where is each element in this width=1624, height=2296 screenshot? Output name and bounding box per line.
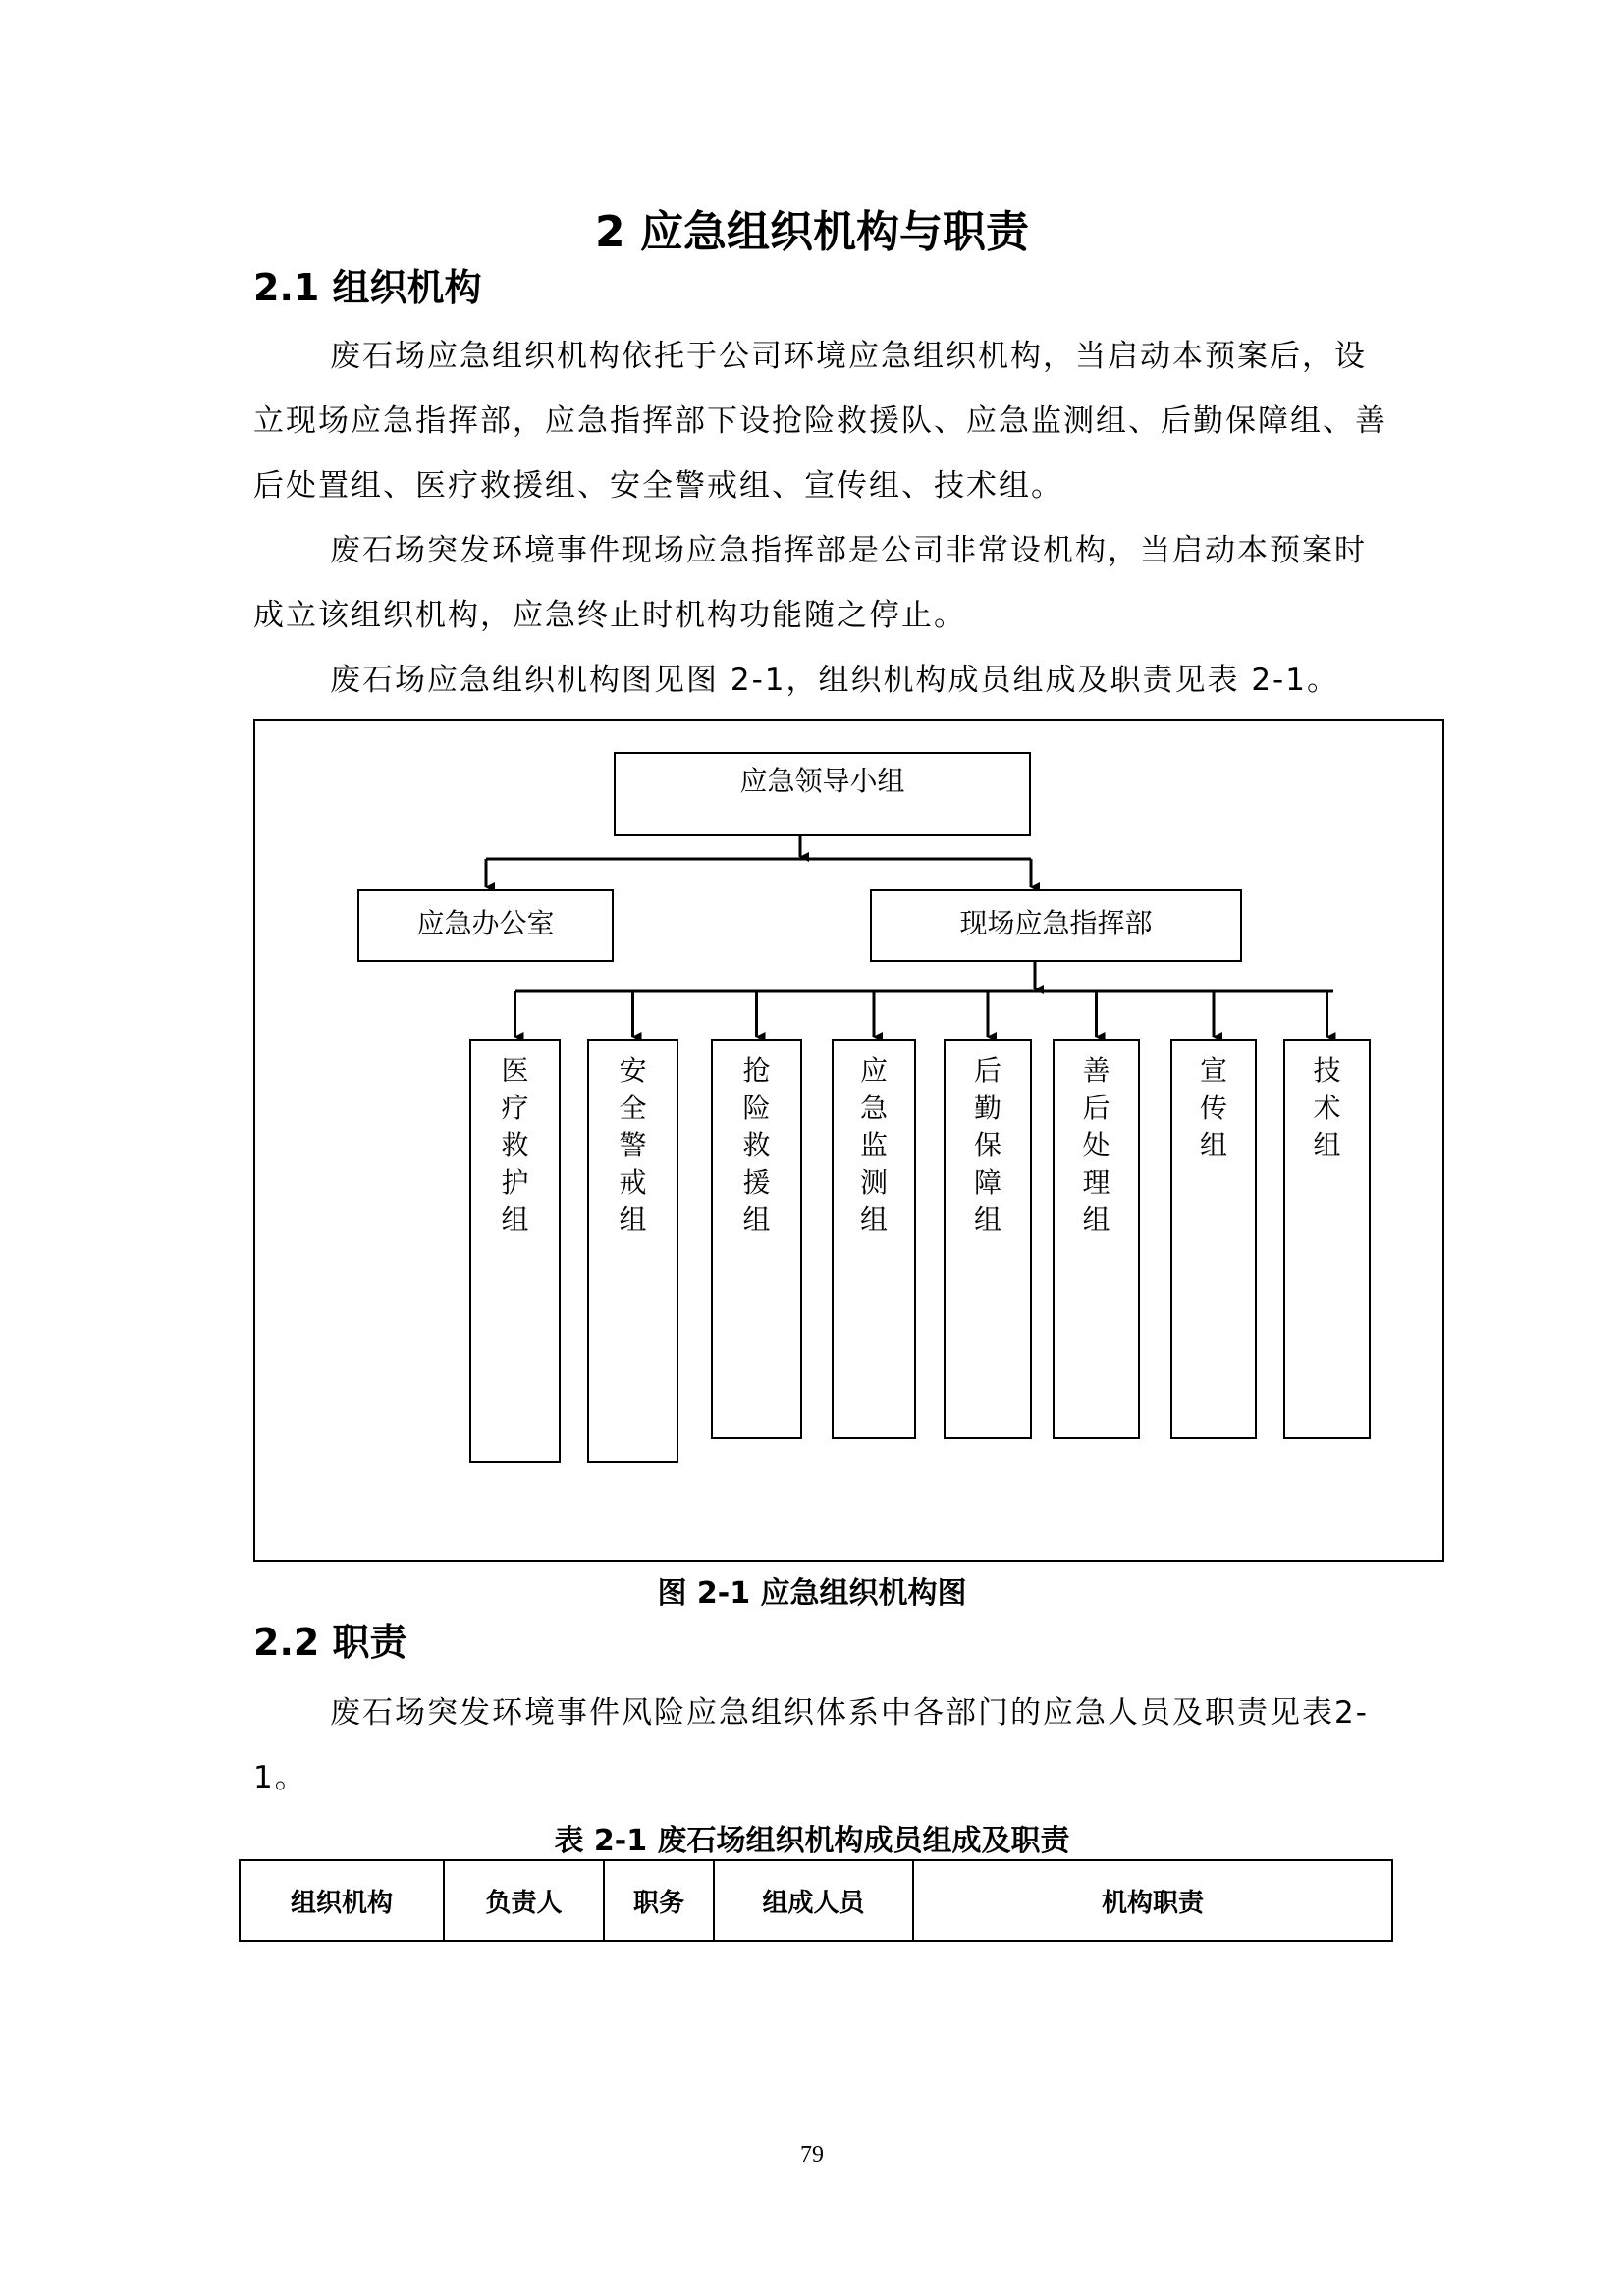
org-node-group bbox=[711, 1039, 802, 1439]
table-header-position: 职务 bbox=[604, 1860, 714, 1941]
org-node-group bbox=[832, 1039, 916, 1439]
org-node-group-label: 宣 传 组 bbox=[1199, 1054, 1227, 1161]
members-table bbox=[239, 1859, 1393, 1942]
paragraph-4-text: 废石场突发环境事件风险应急组织体系中各部门的应急人员及职责见表2-1。 bbox=[253, 1695, 1369, 1795]
org-node-group bbox=[944, 1039, 1032, 1439]
table-header-row bbox=[240, 1860, 1392, 1941]
page-number: 79 bbox=[800, 2142, 824, 2167]
org-node-field-command: 现场应急指挥部 bbox=[870, 889, 1242, 962]
chapter-title: 2 应急组织机构与职责 bbox=[595, 207, 1029, 257]
org-node-group-label: 后 勤 保 障 组 bbox=[973, 1054, 1001, 1236]
table-header-org: 组织机构 bbox=[240, 1860, 444, 1941]
org-node-group-label: 安 全 警 戒 组 bbox=[619, 1054, 647, 1236]
org-node-group bbox=[469, 1039, 561, 1463]
table-header-members: 组成人员 bbox=[714, 1860, 913, 1941]
org-node-group-label: 应 急 监 测 组 bbox=[859, 1054, 888, 1236]
org-node-leadership-group: 应急领导小组 bbox=[614, 752, 1031, 836]
org-node-group-label: 技 术 组 bbox=[1313, 1054, 1341, 1161]
org-node-group bbox=[1053, 1039, 1140, 1439]
paragraph-4 bbox=[253, 1681, 1392, 1810]
org-node-group bbox=[587, 1039, 678, 1463]
org-node-group-label: 医 疗 救 护 组 bbox=[501, 1054, 529, 1236]
org-node-emergency-office: 应急办公室 bbox=[357, 889, 614, 962]
paragraph-3-text: 废石场应急组织机构图见图 2-1，组织机构成员组成及职责见表 2-1。 bbox=[330, 663, 1339, 698]
paragraph-2-text: 废石场突发环境事件现场应急指挥部是公司非常设机构，当启动本预案时成立该组织机构，应急终止时机构功能随之停止。 bbox=[253, 533, 1367, 633]
figure-caption: 图 2-1 应急组织机构图 bbox=[657, 1576, 967, 1611]
table-caption: 表 2-1 废石场组织机构成员组成及职责 bbox=[554, 1824, 1070, 1858]
org-node-group bbox=[1283, 1039, 1371, 1439]
section-heading-2-1: 2.1 组织机构 bbox=[253, 266, 482, 309]
table-header-duties: 机构职责 bbox=[913, 1860, 1392, 1941]
org-node-group-label: 抢 险 救 援 组 bbox=[742, 1054, 771, 1236]
paragraph-1-text: 废石场应急组织机构依托于公司环境应急组织机构，当启动本预案后，设立现场应急指挥部，应急指挥部下设抢险救援队、应急监测组、后勤保障组、善后处置组、医疗救援组、安全警戒组、宣传组、技术组。 bbox=[253, 339, 1387, 504]
org-node-group-label: 善 后 处 理 组 bbox=[1082, 1054, 1110, 1236]
table-header-leader: 负责人 bbox=[444, 1860, 604, 1941]
org-node-group bbox=[1170, 1039, 1257, 1439]
section-heading-2-2: 2.2 职责 bbox=[253, 1621, 407, 1664]
